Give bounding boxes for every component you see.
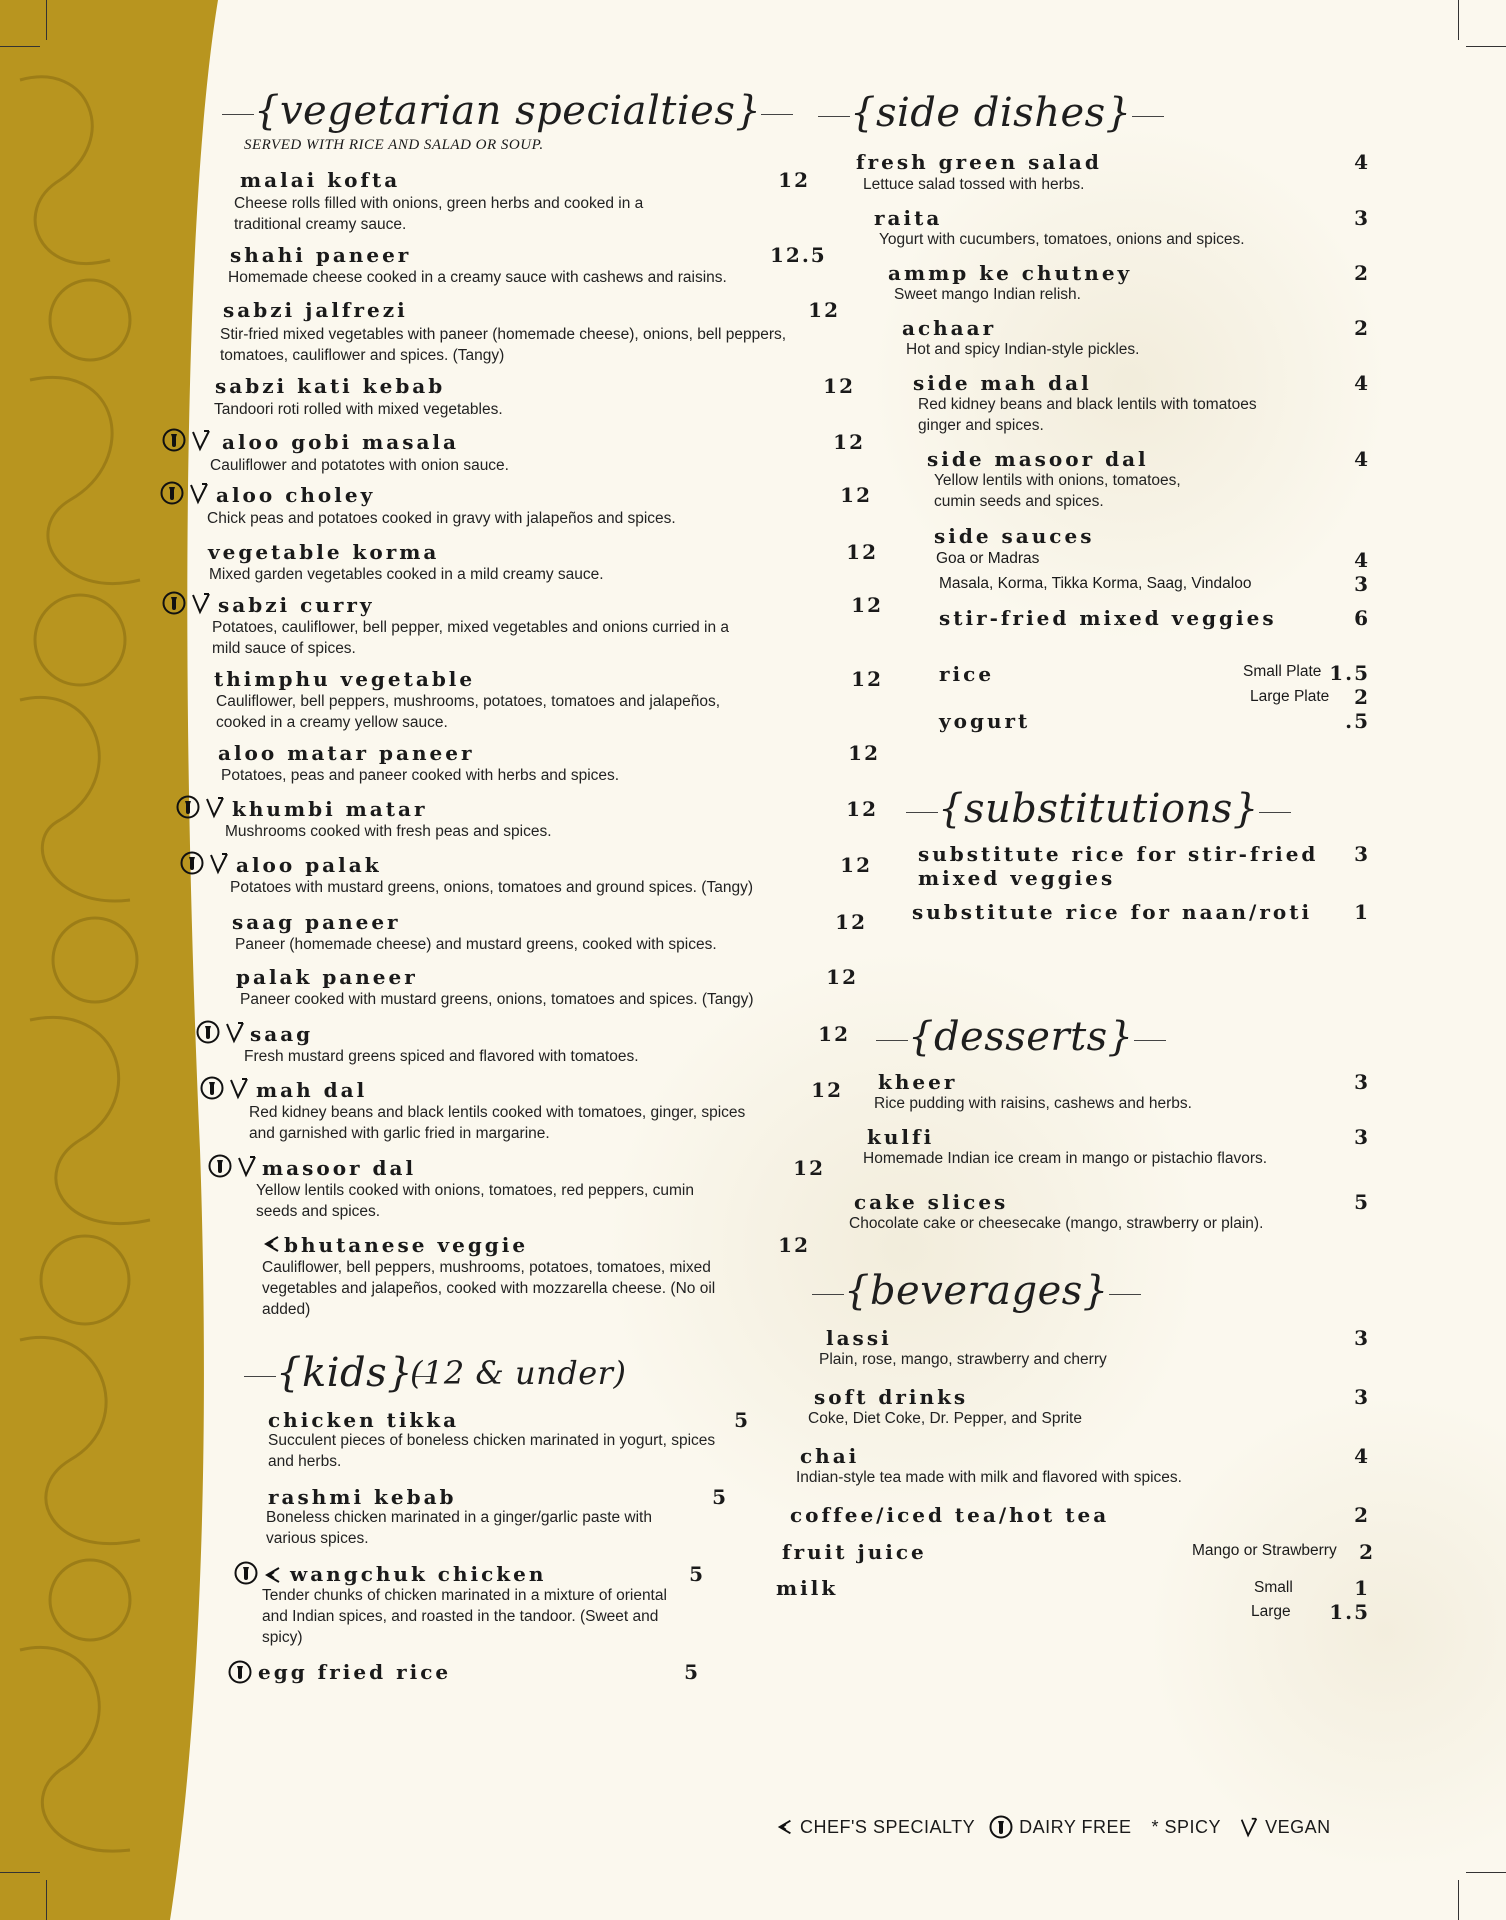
menu-item-price: 4 (1354, 371, 1370, 395)
milk-size: Large (1251, 1603, 1291, 1620)
vegan-icon (237, 1154, 257, 1178)
crop-mark (0, 1872, 40, 1873)
rice-size: Small Plate (1243, 663, 1322, 680)
menu-item-name: bhutanese veggie (284, 1233, 529, 1257)
menu-item-price: 2 (1354, 1503, 1370, 1527)
crop-mark (0, 46, 40, 47)
menu-item-name: substitute rice for stir-fried mixed veggies (918, 842, 1319, 890)
legend-vegan: VEGAN (1265, 1816, 1331, 1837)
menu-item-name: coffee/iced tea/hot tea (790, 1503, 1110, 1527)
menu-item-price: 4 (1354, 447, 1370, 471)
dairy-free-icon (228, 1660, 252, 1684)
item-icons (208, 1154, 257, 1182)
kids-age-note: (12 & under) (410, 1354, 627, 1392)
menu-item-price: 5 (734, 1408, 750, 1432)
menu-item-price: 2 (1354, 261, 1370, 285)
item-icons (160, 481, 209, 509)
menu-item-name: aloo gobi masala (222, 430, 459, 454)
menu-item-price: 6 (1354, 606, 1370, 630)
menu-item-price: 3 (1354, 1385, 1370, 1409)
section-heading-beverages: {beverages} (812, 1268, 1141, 1314)
menu-item-price: .5 (1345, 709, 1370, 733)
sauce-option: Goa or Madras (936, 550, 1040, 567)
menu-item-name: kulfi (867, 1125, 935, 1149)
menu-item-desc: Cauliflower and potatotes with onion sauce. (210, 457, 509, 474)
menu-item-price: 5 (1354, 1190, 1370, 1214)
menu-item-price: 12 (846, 540, 878, 564)
juice-options: Mango or Strawberry (1192, 1542, 1337, 1559)
menu-item-name: masoor dal (262, 1156, 417, 1180)
menu-item-desc: Cauliflower, bell peppers, mushrooms, potatoes, tomatoes, mixed vegetables and jalapeños, cooked with mozzarella cheese. (No oil added) (262, 1259, 716, 1318)
menu-item-name: lassi (826, 1326, 892, 1350)
menu-item-desc: Yellow lentils with onions, tomatoes, cumin seeds and spices. (934, 472, 1181, 510)
vegan-icon (229, 1076, 249, 1100)
menu-item-name: palak paneer (236, 965, 418, 989)
menu-item-name: rashmi kebab (268, 1485, 457, 1509)
menu-item-name: side masoor dal (927, 447, 1149, 471)
menu-item-price: 12 (846, 797, 878, 821)
vegan-icon (1239, 1816, 1259, 1838)
menu-item-price: 2 (1354, 316, 1370, 340)
sauce-price: 4 (1354, 548, 1370, 572)
menu-item-name: ammp ke chutney (888, 261, 1133, 285)
milk-price: 1 (1354, 1576, 1370, 1600)
item-icons (162, 591, 211, 619)
menu-item-price: 12 (840, 853, 872, 877)
menu-item-desc: Yogurt with cucumbers, tomatoes, onions and spices. (879, 231, 1245, 248)
menu-item-desc: Mushrooms cooked with fresh peas and spices. (225, 823, 552, 840)
item-icons (176, 795, 225, 823)
crop-mark (46, 1880, 47, 1920)
menu-item-name: yogurt (939, 709, 1031, 733)
sauce-option: Masala, Korma, Tikka Korma, Saag, Vindaloo (939, 575, 1252, 592)
menu-item-price: 12 (833, 430, 865, 454)
vegan-icon (189, 481, 209, 505)
section-heading-vegetarian: {vegetarian specialties} (222, 88, 793, 134)
rice-price: 1.5 (1329, 661, 1370, 685)
menu-item-name: thimphu vegetable (214, 667, 476, 691)
menu-item-name: fruit juice (782, 1540, 927, 1564)
menu-item-name: side sauces (934, 524, 1095, 548)
menu-item-name: vegetable korma (208, 540, 440, 564)
menu-item-desc: Chocolate cake or cheesecake (mango, strawberry or plain). (849, 1215, 1264, 1232)
milk-size: Small (1254, 1579, 1293, 1596)
dairy-free-icon (234, 1561, 258, 1585)
menu-item-desc: Succulent pieces of boneless chicken marinated in yogurt, spices and herbs. (268, 1432, 716, 1470)
crop-mark (1466, 1872, 1506, 1873)
menu-item-price: 5 (684, 1660, 700, 1684)
menu-item-desc: Lettuce salad tossed with herbs. (863, 176, 1085, 193)
menu-item-name: aloo choley (216, 483, 376, 507)
menu-item-name: aloo matar paneer (218, 741, 475, 765)
dairy-free-icon (208, 1154, 232, 1178)
menu-item-price: 12 (851, 667, 883, 691)
dairy-free-icon (180, 851, 204, 875)
vegan-icon (205, 795, 225, 819)
menu-item-name: aloo palak (236, 853, 382, 877)
menu-item-price: 12 (808, 298, 840, 322)
menu-item-desc: Paneer (homemade cheese) and mustard greens, cooked with spices. (235, 936, 717, 953)
item-icons (196, 1020, 245, 1048)
menu-item-desc: Yellow lentils cooked with onions, tomatoes, red peppers, cumin seeds and spices. (256, 1182, 694, 1220)
menu-item-desc: Homemade Indian ice cream in mango or pistachio flavors. (863, 1150, 1268, 1167)
menu-item-price: 12 (778, 168, 810, 192)
item-icons (200, 1076, 249, 1104)
vegan-icon (225, 1020, 245, 1044)
menu-item-price: 3 (1354, 206, 1370, 230)
rice-price: 2 (1354, 685, 1370, 709)
dairy-free-icon (160, 481, 184, 505)
menu-item-price: 3 (1354, 1070, 1370, 1094)
item-icons (162, 428, 211, 456)
menu-item-name: substitute rice for naan/roti (912, 900, 1313, 924)
menu-item-desc: Sweet mango Indian relish. (894, 286, 1081, 303)
menu-item-desc: Potatoes, cauliflower, bell pepper, mixed vegetables and onions curried in a mild sauce of spices. (212, 619, 729, 657)
menu-item-price: 3 (1354, 1125, 1370, 1149)
milk-price: 1.5 (1329, 1600, 1370, 1624)
menu-item-name: mah dal (256, 1078, 368, 1102)
menu-item-name: soft drinks (814, 1385, 969, 1409)
menu-item-name: sabzi jalfrezi (223, 298, 408, 322)
menu-item-price: 12.5 (770, 243, 827, 267)
menu-item-desc: Fresh mustard greens spiced and flavored with tomatoes. (244, 1048, 639, 1065)
menu-item-desc: Red kidney beans and black lentils cooked with tomatoes, ginger, spices and garnished with garlic fried in margarine. (249, 1104, 746, 1142)
menu-item-name: sabzi kati kebab (215, 374, 446, 398)
menu-item-desc: Chick peas and potatoes cooked in gravy with jalapeños and spices. (207, 510, 676, 527)
legend (776, 1815, 1331, 1839)
menu-item-desc: Indian-style tea made with milk and flavored with spices. (796, 1469, 1182, 1486)
crop-mark (46, 0, 47, 40)
rice-size: Large Plate (1250, 688, 1330, 705)
menu-item-price: 12 (823, 374, 855, 398)
menu-item-price: 4 (1354, 150, 1370, 174)
menu-item-price: 3 (1354, 842, 1370, 866)
menu-item-name: milk (776, 1576, 839, 1600)
menu-item-name: sabzi curry (218, 593, 375, 617)
chef-specialty-icon (776, 1818, 794, 1836)
menu-item-price: 12 (811, 1078, 843, 1102)
vegan-icon (209, 851, 229, 875)
menu-item-price: 12 (851, 593, 883, 617)
menu-item-price: 12 (778, 1233, 810, 1257)
menu-item-desc: Boneless chicken marinated in a ginger/garlic paste with various spices. (266, 1509, 652, 1547)
menu-item-name: chai (800, 1444, 860, 1468)
vegan-icon (191, 591, 211, 615)
menu-item-name: achaar (902, 316, 997, 340)
menu-item-price: 12 (793, 1156, 825, 1180)
menu-item-desc: Cheese rolls filled with onions, green herbs and cooked in a traditional creamy sauce. (234, 195, 644, 233)
menu-item-desc: Coke, Diet Coke, Dr. Pepper, and Sprite (808, 1410, 1082, 1427)
menu-item-name: cake slices (854, 1190, 1009, 1214)
menu-item-price: 4 (1354, 1444, 1370, 1468)
decorative-gold-band (0, 0, 240, 1920)
section-heading-desserts: {desserts} (876, 1014, 1166, 1060)
menu-item-desc: Mixed garden vegetables cooked in a mild creamy sauce. (209, 566, 604, 583)
menu-item-price: 1 (1354, 900, 1370, 924)
dairy-free-icon (162, 591, 186, 615)
menu-item-name: shahi paneer (230, 243, 412, 267)
vegan-icon (191, 428, 211, 452)
menu-item-desc: Tender chunks of chicken marinated in a mixture of oriental and Indian spices, and roasted in the tandoor. (Sweet and spicy) (262, 1587, 667, 1646)
menu-item-price: 12 (848, 741, 880, 765)
dairy-free-icon (176, 795, 200, 819)
menu-item-name: saag (250, 1022, 314, 1046)
menu-item-desc: Potatoes, peas and paneer cooked with herbs and spices. (221, 767, 620, 784)
section-subtitle: SERVED WITH RICE AND SALAD OR SOUP. (244, 137, 544, 153)
chef-specialty-icon (263, 1565, 283, 1585)
crop-mark (1458, 1880, 1459, 1920)
section-heading-substitutions: {substitutions} (906, 786, 1291, 832)
menu-item-desc: Potatoes with mustard greens, onions, tomatoes and ground spices. (Tangy) (230, 879, 753, 896)
menu-item-desc: Paneer cooked with mustard greens, onions, tomatoes and spices. (Tangy) (240, 991, 754, 1008)
menu-item-desc: Red kidney beans and black lentils with tomatoes ginger and spices. (918, 396, 1257, 434)
menu-item-price: 3 (1354, 1326, 1370, 1350)
menu-item-name: egg fried rice (258, 1660, 452, 1684)
menu-item-name: saag paneer (232, 910, 401, 934)
menu-item-price: 12 (826, 965, 858, 989)
menu-item-name: stir-fried mixed veggies (939, 606, 1277, 630)
menu-item-price: 12 (835, 910, 867, 934)
dairy-free-icon (200, 1076, 224, 1100)
menu-item-price: 5 (712, 1485, 728, 1509)
legend-chef: CHEF'S SPECIALTY (800, 1816, 976, 1837)
section-heading-sides: {side dishes} (818, 90, 1164, 136)
menu-item-desc: Tandoori roti rolled with mixed vegetables. (214, 401, 503, 418)
menu-item-name: rice (939, 662, 995, 686)
menu-item-desc: Stir-fried mixed vegetables with paneer (homemade cheese), onions, bell peppers, tomatoes, cauliflower and spices. (Tangy) (220, 326, 787, 364)
menu-item-price: 5 (689, 1562, 705, 1586)
menu-item-desc: Hot and spicy Indian-style pickles. (906, 341, 1140, 358)
sauce-price: 3 (1354, 572, 1370, 596)
menu-item-price: 12 (818, 1022, 850, 1046)
menu-item-price: 2 (1359, 1540, 1375, 1564)
chef-specialty-icon (262, 1234, 282, 1254)
menu-item-desc: Cauliflower, bell peppers, mushrooms, potatoes, tomatoes and jalapeños, cooked in a creamy yellow sauce. (216, 693, 721, 731)
legend-spicy: * SPICY (1151, 1816, 1222, 1837)
item-icons (180, 851, 229, 879)
legend-dairy: DAIRY FREE (1019, 1816, 1132, 1837)
menu-item-name: raita (874, 206, 943, 230)
dairy-free-icon (162, 428, 186, 452)
menu-item-name: khumbi matar (232, 797, 428, 821)
menu-item-price: 12 (840, 483, 872, 507)
menu-item-name: side mah dal (913, 371, 1092, 395)
crop-mark (1466, 46, 1506, 47)
menu-item-name: kheer (878, 1070, 958, 1094)
menu-item-desc: Rice pudding with raisins, cashews and herbs. (874, 1095, 1192, 1112)
dairy-free-icon (196, 1020, 220, 1044)
crop-mark (1458, 0, 1459, 40)
section-heading-kids: {kids} (244, 1350, 433, 1396)
menu-item-name: malai kofta (240, 168, 401, 192)
menu-item-desc: Plain, rose, mango, strawberry and cherry (819, 1351, 1107, 1368)
menu-item-name: chicken tikka (268, 1408, 460, 1432)
menu-item-name: fresh green salad (856, 150, 1102, 174)
dairy-free-icon (989, 1815, 1013, 1839)
menu-item-name: wangchuk chicken (290, 1562, 547, 1586)
menu-item-desc: Homemade cheese cooked in a creamy sauce with cashews and raisins. (228, 269, 727, 286)
